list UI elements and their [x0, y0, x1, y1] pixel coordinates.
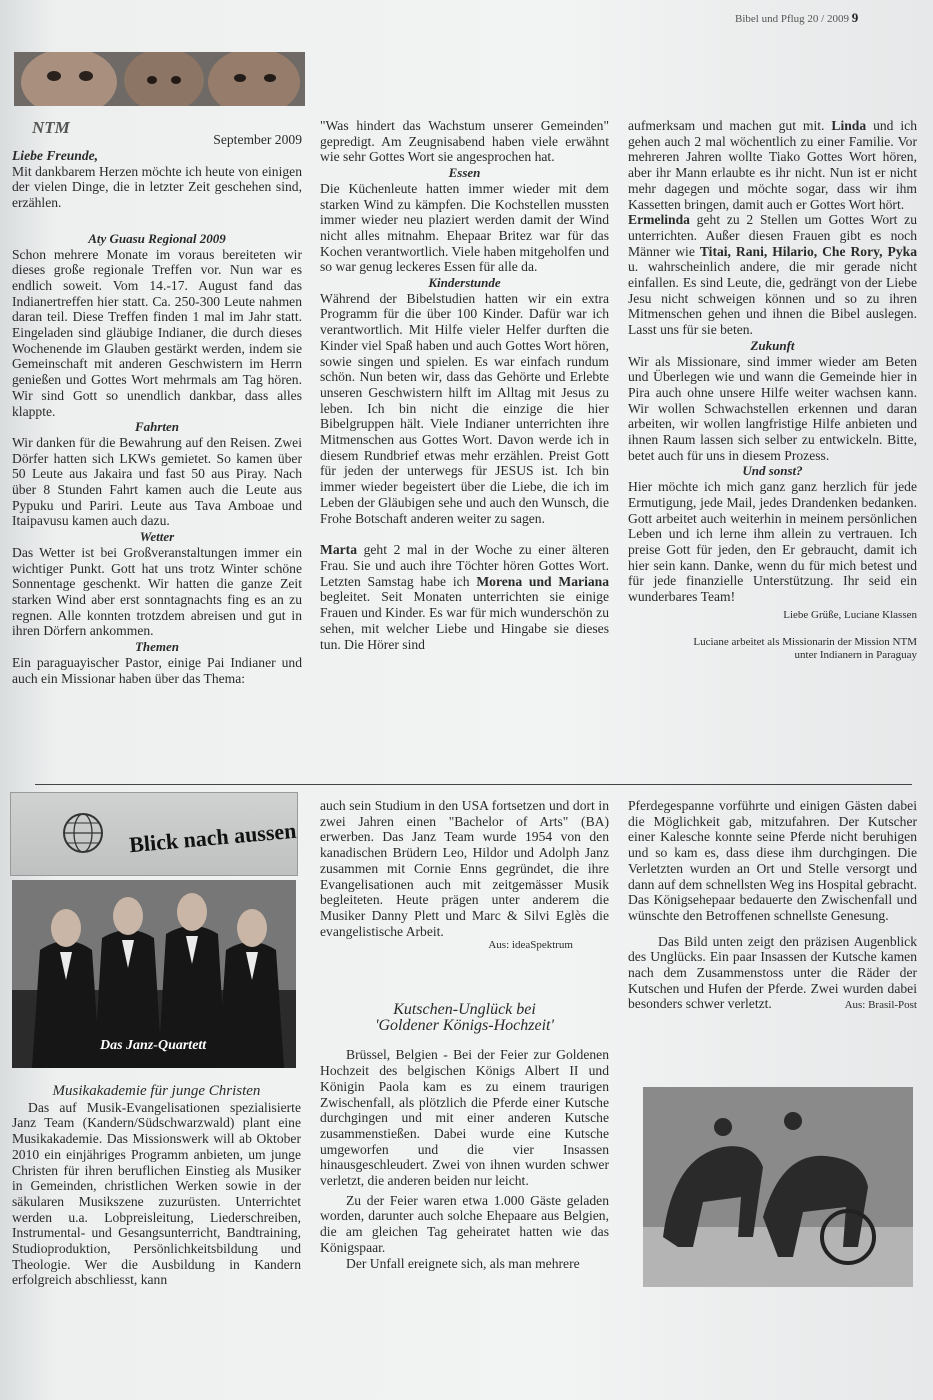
heading-essen: Essen — [448, 165, 481, 181]
column-1 — [12, 118, 302, 686]
musikakademie-text: Das auf Musik-Evangelisationen spezialisierte Janz Team (Kandern/Südschwarzwald) plant eine Musikakademie. Das Missionswerk will ab Oktober 2010 ein einjähriges Programm anbieten, um junge Christen für ihren beruflichen Einstieg als Musiker in Gemeinden, christlichen Werken sowie in der säkularen Musikszene zuzurüsten. Unterrichtet werden u.a. Lobpreisleitung, Liederschreiben, Instrumental- und Gesangsunterricht, Bandtraining, Studioproduktion, Persönlichkeitsbildung und Theologie. Wer die Ausbildung in Kandern erfolgreich abschliesst, kann — [12, 1099, 301, 1288]
paragraph-linda — [628, 118, 917, 212]
section-divider — [35, 784, 912, 785]
text-ermelinda-1: geht zu 2 Stellen um Gottes Wort zu unterrichten. Außer diesen Frauen gibt es noch Männer wie — [628, 212, 917, 259]
kutschen-text-5: Das Bild unten zeigt den präzisen Augenblick des Unglücks. Ein paar Insassen der Kutsche kamen nach dem Zusammenstoss unter die Räder der Kutschen und Hufen der Pferde. Zwei wurden dabei besonders schwer verletzt. — [628, 933, 917, 1012]
text-marta-2: begleitet. Seit Monaten unterrichten sie einige Frauen und Kinder. Es war für mich wunderschön zu sehen, mit welcher Liebe und Hingabe sie dieses tun. Die Hörer sind — [320, 589, 609, 652]
paragraph-wetter: Das Wetter ist bei Großveranstaltungen immer ein wichtiger Punkt. Gott hat uns trotz Winter schöne Sonnentage geschenkt. Wir hatten die ganze Zeit starken Wind aber erst sonntagnachts fing es an zu regnen. Alle konnten trotzdem abreisen und gut in ihren Dörfern ankommen. — [12, 544, 302, 639]
paragraph-marta — [320, 542, 609, 652]
greeting: Liebe Freunde, — [12, 148, 99, 163]
name-morena-mariana: Morena und Mariana — [476, 573, 609, 589]
paragraph-kinderstunde: Während der Bibelstudien hatten wir ein extra Programm für die über 100 Kinder. Dafür war ich verantwortlich. Mit Hilfe vieler Helfer durften die Kinder viel Spaß haben und auch Gottes Wort hören, sowie singen und spielen. Es war einfach rundum schön. Nun beten wir, dass das Gehörte und Erlebte unseren Geschwistern hilft im Alltag mit Jesus zu leben. Ich bin nicht die einzige die hier Bibelgruppen hält. Viele Indianer unterrichten ihre Mitmenschen aus Gottes Wort. Davon werde ich in diesem Rundbrief etwas mehr erzählen. Preist Gott für jeden der unterwegs für JESUS ist. Ich bin immer wieder begeistert über die Liebe, die ich im Leben der Gläubigen sehe und auch den Wunsch, die Frohe Botschaft anderen weiter zu sagen. — [320, 290, 609, 526]
name-ermelinda: Ermelinda — [628, 212, 690, 228]
name-marta: Marta — [320, 542, 357, 558]
kutschen-title-2: 'Goldener Königs-Hochzeit' — [375, 1016, 554, 1034]
paragraph-und-sonst: Hier möchte ich mich ganz ganz herzlich für jede Ermutigung, jede Mail, jedes Drandenken bedanken. Gott arbeitet auch weiterhin in meinem persönlichen Leben und ich lerne ihm allein zu vertrauen. Ich preise Gott für jeden, den Er gebraucht, damit ich hier sein kann. Danke, wenn du für mich betest und für jede finanzielle Unterstützung. Ihr seid ein wunderbares Team! — [628, 479, 917, 605]
signature: Liebe Grüße, Luciane Klassen — [783, 608, 917, 621]
heading-fahrten: Fahrten — [134, 419, 180, 435]
children-faces-photo — [14, 52, 305, 106]
letter-date: September 2009 — [213, 132, 302, 147]
author-note: Luciane arbeitet als Missionarin der Mission NTM unter Indianern in Paraguay — [693, 635, 917, 661]
text-linda-2: und ich gehen auch 2 mal wöchentlich zu einer Familie. Vor mehreren Jahren wollte Tiako Gottes Wort hören, aber ihr Mann erlaubte es ihr nicht. Nun ist er nicht mehr dagegen und möchte sogar, dass wir ihm Kassetten bringen, damit auch er Gottes Wort hört. — [628, 118, 918, 212]
source-brasil-post: Aus: Brasil-Post — [844, 999, 917, 1012]
heading-kinderstunde: Kinderstunde — [428, 275, 501, 291]
heading-themen: Themen — [134, 639, 180, 655]
ntm-logo: NTM — [32, 118, 70, 137]
magazine-title: Bibel und Pflug — [735, 13, 805, 25]
column-2 — [320, 118, 609, 652]
column-3 — [628, 118, 917, 662]
heading-und-sonst: Und sonst? — [742, 463, 803, 479]
heading-aty-guasu: Aty Guasu Regional 2009 — [88, 230, 226, 246]
names-men: Titai, Rani, Hilario, Che Rory, Pyka — [699, 243, 917, 259]
kutschen-article-cont — [628, 798, 917, 1012]
issue-number: 20 / 2009 — [807, 13, 849, 25]
carriage-accident-photo — [643, 1087, 913, 1287]
paragraph-aty-guasu: Schon mehrere Monate im voraus bereiteten wir dieses große regionale Treffen vor. Nun war es endlich soweit. Vom 14.-17. August fand das Indianertreffen hier statt. Ca. 250-300 Leute nahmen daran teil. Diese Treffen finden 1 mal im Jahr statt. Eingeladen sind gläubige Indianer, die durch dieses Wochenende im Glauben gestärkt werden, indem sie Gemeinschaft mit anderen Geschwistern im Herrn genießen und Gottes Wort mehrmals am Tag hören. Wir sind Gott so unendlich dankbar, dass alles klappte. — [12, 246, 302, 419]
text-marta-1: geht 2 mal in der Woche zu einer älteren Frau. Sie und auch ihre Töchter hören Gottes Wort. Letzten Samstag habe ich — [320, 542, 609, 589]
janz-article-cont — [320, 798, 609, 952]
paragraph-ermelinda — [628, 212, 917, 338]
kutschen-article — [320, 1002, 609, 1271]
globe-icon — [61, 811, 105, 855]
page-number: 9 — [851, 10, 859, 25]
heading-zukunft: Zukunft — [750, 337, 795, 353]
text-ermelinda-2: u. wahrscheinlich andere, die mir gerade nicht einfallen. Es sind Leute, die, gedrängt von der Liebe Jesu nicht schweigen können und so zu ihren Mitmenschen gehen und ihnen die Bibel auslegen. Lasst uns für sie beten. — [628, 259, 917, 338]
name-linda: Linda — [831, 118, 867, 133]
paragraph-fahrten: Wir danken für die Bewahrung auf den Reisen. Zwei Dörfer hatten sich LKWs gemietet. So kamen über 50 Leute aus Jakaira und fast 50 aus Piray. Nach über 8 Stunden Fahrt kamen auch die Leute aus Pypuku und Pariri. Leute aus Tava Amboae und Itaipavusu kamen auch dazu. — [12, 434, 302, 529]
kutschen-text-2: Zu der Feier waren etwa 1.000 Gäste geladen worden, darunter auch solche Ehepaare aus Belgien, die am gleichen Tag geheiratet hatten wie das Königspaar. — [320, 1192, 609, 1255]
janz-text: auch sein Studium in den USA fortsetzen und dort in zwei Jahren einen "Bachelor of Arts" (BA) erwerben. Das Janz Team wurde 1954 von den kanadischen Brüdern Leo, Hildor und Adolph Janz zusammen mit Cornie Enns gegründet, die ihre Evangelisationen auch mit zeitgemässer Musik begleiteten. Heute prägen unter anderem die Musiker Danny Plett und Marc & Silvi Eglès die evangelistische Arbeit. — [320, 798, 609, 939]
kutschen-text-1: Brüssel, Belgien - Bei der Feier zur Goldenen Hochzeit des belgischen Königs Albert II und Königin Paola kam es zu einem traurigen Zwischenfall, als plötzlich die Pferde einer Kutsche durchgingen und mit einer anderen Kutsche zusammenstießen. Dabei wurde eine Kutsche umgeworfen und die vier Insassen hinausgeschleudert. Zwei von ihnen wurden schwer verletzt, die anderen beiden nur leicht. — [320, 1047, 609, 1189]
paragraph-essen: Die Küchenleute hatten immer wieder mit dem starken Wind zu kämpfen. Die Kochstellen mussten immer wieder neu plaziert werden damit der Wind nicht alles mitnahm. Ehepaar Britez war für das Kochen verantwortlich. Viele haben mitgeholfen und so war genug leckeres Essen für alle da. — [320, 180, 609, 275]
kutschen-text-3: Der Unfall ereignete sich, als man mehrere — [346, 1255, 580, 1271]
paragraph-zukunft: Wir als Missionare, sind immer wieder am Beten und Überlegen wie und wann die Gemeinde hier in Pira auch ohne unsere Hilfe weiter wachsen kann. Wir wollen Schwachstellen erkennen und daran arbeiten, wir wollen langfristige Hilfe anbieten und ihnen Raum lassen sich selber zu entwickeln. Bitte, betet auch für uns in diesem Prozess. — [628, 353, 917, 463]
page-header — [735, 10, 858, 26]
kutschen-text-4: Pferdegespanne vorführte und einigen Gästen dabei die Möglichkeit gab, mitzufahren. Der Kutscher einer Kalesche konnte seine Pferde nicht beruhigen und so kam es, dass diese ihm durchgingen. Die Verletzten wurden an Ort und Stelle versorgt und dann auf dem schnellsten Weg ins Hospital gebracht. Das Königsehepaar bedauerte den Zwischenfall und wünschte den Betroffenen schnellste Genesung. — [628, 798, 917, 923]
heading-wetter: Wetter — [139, 529, 175, 545]
quartet-caption: Das Janz-Quartett — [100, 1038, 207, 1053]
janz-quartett-photo — [12, 880, 296, 1068]
source-idea: Aus: ideaSpektrum — [488, 939, 573, 952]
text-linda-1: aufmerksam und machen gut mit. — [628, 118, 832, 133]
paragraph-themen: Ein paraguayischer Pastor, einige Pai Indianer und auch ein Missionar haben über das Thema: — [12, 654, 302, 686]
musikakademie-article — [12, 1084, 301, 1288]
musikakademie-title: Musikakademie für junge Christen — [52, 1083, 261, 1099]
blick-nach-aussen-banner — [10, 792, 298, 876]
intro-paragraph: Mit dankbarem Herzen möchte ich heute von einigen der vielen Dinge, die in letzter Zeit geschehen sind, erzählen. — [12, 163, 302, 211]
banner-title: Blick nach aussen — [128, 817, 298, 858]
kutschen-title-1: Kutschen-Unglück bei — [393, 1001, 536, 1018]
paragraph-thema-cont: "Was hindert das Wachstum unserer Gemeinden" gepredigt. Am Zeugnisabend haben viele erwähnt wie sehr Gottes Wort sie angesprochen hat. — [320, 118, 609, 165]
